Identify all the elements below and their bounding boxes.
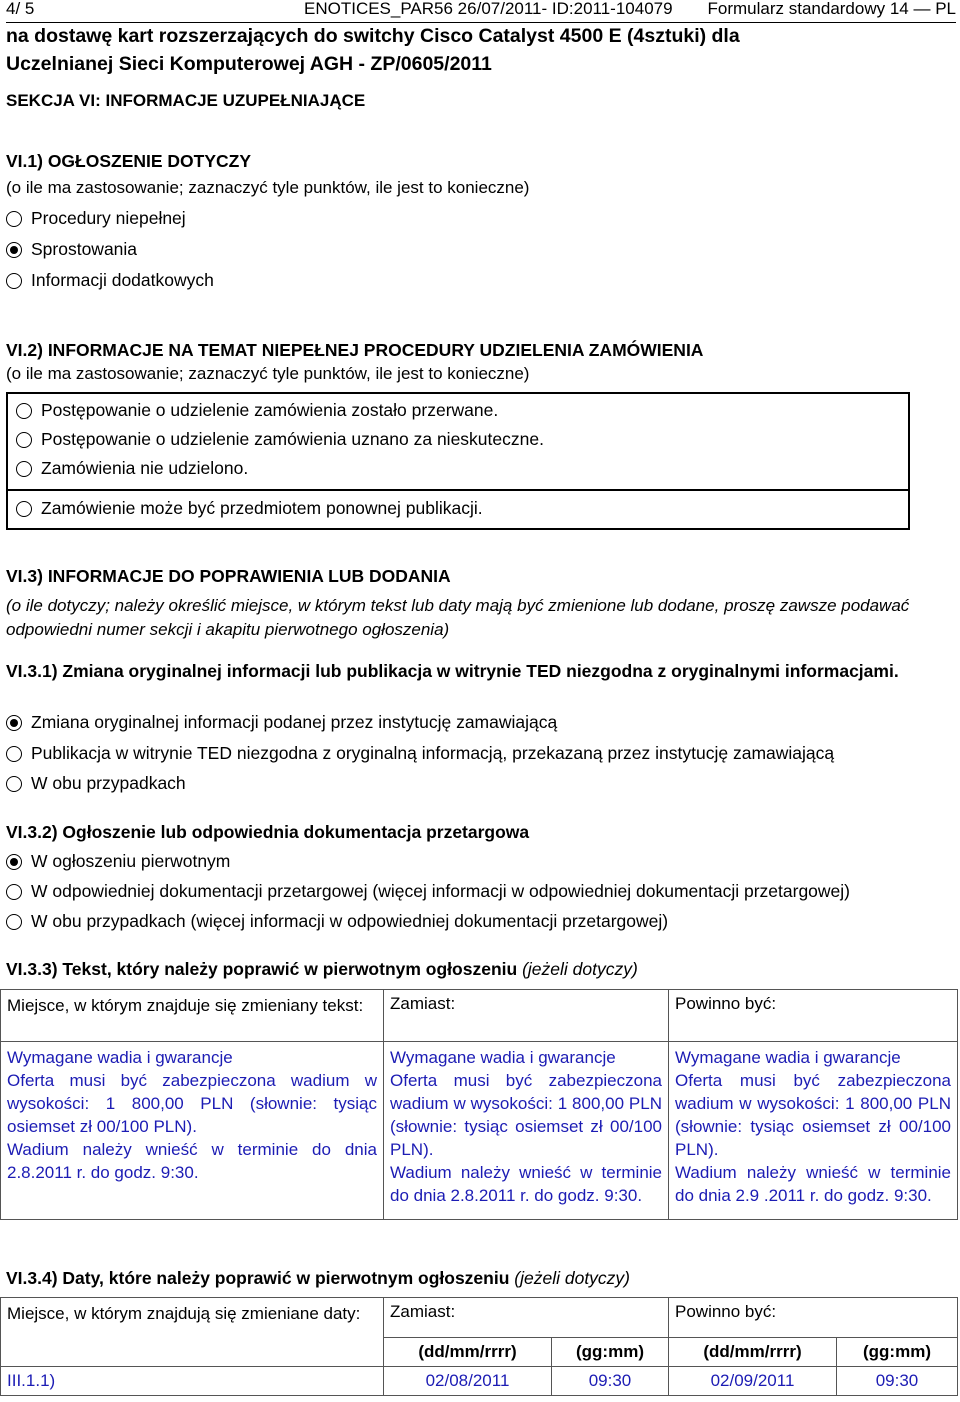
header-should-be: Powinno być: xyxy=(669,990,958,1042)
vi32-option-dokumentacja[interactable] xyxy=(6,881,850,902)
vi33-title: VI.3.3) Tekst, który należy poprawić w pierwotnym ogłoszeniu xyxy=(6,959,518,979)
vi2-option-przerwane[interactable] xyxy=(16,400,498,421)
cell-place: III.1.1) xyxy=(1,1367,384,1396)
option-label: Informacji dodatkowych xyxy=(31,270,214,290)
radio-empty-icon[interactable] xyxy=(16,501,32,517)
radio-selected-icon[interactable] xyxy=(6,242,22,258)
radio-selected-icon[interactable] xyxy=(6,715,22,731)
radio-empty-icon[interactable] xyxy=(6,746,22,762)
cell-place: Wymagane wadia i gwarancje Oferta musi być zabezpieczona wadium w wysokości: 1 800,00 PLN (słownie: tysiąc osiemset zł 00/100 PLN). Wadium należy wnieść w terminie do dnia 2.8.2011 r. do godz. 9:30. xyxy=(1,1042,384,1220)
vi2-note: (o ile ma zastosowanie; zaznaczyć tyle punktów, ile jest to konieczne) xyxy=(6,364,530,383)
vi32-title: VI.3.2) Ogłoszenie lub odpowiednia dokumentacja przetargowa xyxy=(6,822,530,842)
header-should-be: Powinno być: xyxy=(669,1298,958,1338)
date-corrections-table xyxy=(0,1297,958,1396)
cell-instead: Wymagane wadia i gwarancje Oferta musi być zabezpieczona wadium w wysokości: 1 800,00 PLN (słownie: tysiąc osiemset zł 00/100 PLN). Wadium należy wnieść w terminie do dnia 2.8.2011 r. do godz. 9:30. xyxy=(384,1042,669,1220)
radio-empty-icon[interactable] xyxy=(16,461,32,477)
title-line-1: na dostawę kart rozszerzających do switchy Cisco Catalyst 4500 E (4sztuki) dla xyxy=(6,25,740,47)
notice-id: ENOTICES_PAR56 26/07/2011- ID:2011-104079 xyxy=(304,0,673,18)
vi3-note: (o ile dotyczy; należy określić miejsce, w którym tekst lub daty mają być zmienione lub dodane, proszę zawsze podawać odpowiedni numer sekcji i akapitu pierwotnego ogłoszenia) xyxy=(6,596,910,639)
vi3-title: VI.3) INFORMACJE DO POPRAWIENIA LUB DODANIA xyxy=(6,566,451,586)
vi32-option-oba[interactable] xyxy=(6,911,668,932)
radio-selected-icon[interactable] xyxy=(6,854,22,870)
option-label: Zamówienia nie udzielono. xyxy=(41,458,249,478)
radio-empty-icon[interactable] xyxy=(16,432,32,448)
box-divider xyxy=(8,489,908,491)
vi31-option-oba[interactable] xyxy=(6,773,186,794)
header-instead: Zamiast: xyxy=(384,990,669,1042)
option-label: Zmiana oryginalnej informacji podanej przez instytucję zamawiającą xyxy=(31,712,558,732)
cell-new-date: 02/09/2011 xyxy=(669,1367,837,1396)
title-line-2: Uczelnianej Sieci Komputerowej AGH - ZP/0605/2011 xyxy=(6,53,492,75)
option-label: Procedury niepełnej xyxy=(31,208,186,228)
vi33-title-note: (jeżeli dotyczy) xyxy=(522,959,638,979)
vi2-option-ponowna-publikacja[interactable] xyxy=(16,498,483,519)
header-place: Miejsce, w którym znajduje się zmieniany tekst: xyxy=(1,990,384,1042)
vi2-option-nieskuteczne[interactable] xyxy=(16,429,544,450)
section-title: SEKCJA VI: INFORMACJE UZUPEŁNIAJĄCE xyxy=(6,91,366,110)
option-label: W ogłoszeniu pierwotnym xyxy=(31,851,231,871)
option-label: Publikacja w witrynie TED niezgodna z oryginalną informacją, przekazaną przez instytucję zamawiającą xyxy=(31,743,835,763)
option-label: Zamówienie może być przedmiotem ponownej publikacji. xyxy=(41,498,483,518)
form-type: Formularz standardowy 14 — PL xyxy=(707,0,956,18)
vi2-option-nie-udzielono[interactable] xyxy=(16,458,248,479)
cell-should-be: Wymagane wadia i gwarancje Oferta musi być zabezpieczona wadium w wysokości: 1 800,00 PLN (słownie: tysiąc osiemset zł 00/100 PLN). Wadium należy wnieść w terminie do dnia 2.9 .2011 r. do godz. 9:30. xyxy=(669,1042,958,1220)
option-label: Sprostowania xyxy=(31,239,138,259)
radio-empty-icon[interactable] xyxy=(6,776,22,792)
option-label: W obu przypadkach xyxy=(31,773,186,793)
option-label: W odpowiedniej dokumentacji przetargowej (więcej informacji w odpowiedniej dokumentacji przetargowej) xyxy=(31,881,851,901)
option-label: Postępowanie o udzielenie zamówienia uznano za nieskuteczne. xyxy=(41,429,544,449)
vi1-option-sprostowania[interactable] xyxy=(6,239,137,260)
subheader-new-time: (gg:mm) xyxy=(837,1338,958,1367)
vi1-option-procedura[interactable] xyxy=(6,208,186,229)
radio-empty-icon[interactable] xyxy=(16,403,32,419)
option-label: Postępowanie o udzielenie zamówienia zostało przerwane. xyxy=(41,400,499,420)
page-header xyxy=(6,0,956,23)
vi31-option-zmiana[interactable] xyxy=(6,712,557,733)
vi32-option-pierwotne[interactable] xyxy=(6,851,230,872)
vi1-option-informacji[interactable] xyxy=(6,270,214,291)
vi2-title: VI.2) INFORMACJE NA TEMAT NIEPEŁNEJ PROCEDURY UDZIELENIA ZAMÓWIENIA xyxy=(6,340,704,360)
option-label: W obu przypadkach (więcej informacji w odpowiedniej dokumentacji przetargowej) xyxy=(31,911,669,931)
header-instead: Zamiast: xyxy=(384,1298,669,1338)
subheader-new-date: (dd/mm/rrrr) xyxy=(669,1338,837,1367)
radio-empty-icon[interactable] xyxy=(6,211,22,227)
vi33-heading xyxy=(6,959,638,980)
subheader-old-time: (gg:mm) xyxy=(552,1338,669,1367)
subheader-old-date: (dd/mm/rrrr) xyxy=(384,1338,552,1367)
vi2-options-box xyxy=(6,392,910,530)
vi1-note: (o ile ma zastosowanie; zaznaczyć tyle punktów, ile jest to konieczne) xyxy=(6,178,530,197)
cell-new-time: 09:30 xyxy=(837,1367,958,1396)
cell-old-date: 02/08/2011 xyxy=(384,1367,552,1396)
vi31-option-publikacja[interactable] xyxy=(6,743,834,764)
vi1-title: VI.1) OGŁOSZENIE DOTYCZY xyxy=(6,151,252,171)
text-corrections-table xyxy=(0,989,958,1220)
cell-old-time: 09:30 xyxy=(552,1367,669,1396)
page-number: 4/ 5 xyxy=(6,0,35,18)
vi31-title: VI.3.1) Zmiana oryginalnej informacji lub publikacja w witrynie TED niezgodna z oryginalnymi informacjami. xyxy=(6,661,899,681)
radio-empty-icon[interactable] xyxy=(6,273,22,289)
vi34-title-note: (jeżeli dotyczy) xyxy=(514,1268,631,1288)
vi34-heading xyxy=(6,1268,630,1289)
radio-empty-icon[interactable] xyxy=(6,914,22,930)
radio-empty-icon[interactable] xyxy=(6,884,22,900)
vi34-title: VI.3.4) Daty, które należy poprawić w pierwotnym ogłoszeniu xyxy=(6,1268,510,1288)
header-place: Miejsce, w którym znajdują się zmieniane daty: xyxy=(1,1298,384,1367)
document-title xyxy=(6,22,956,78)
